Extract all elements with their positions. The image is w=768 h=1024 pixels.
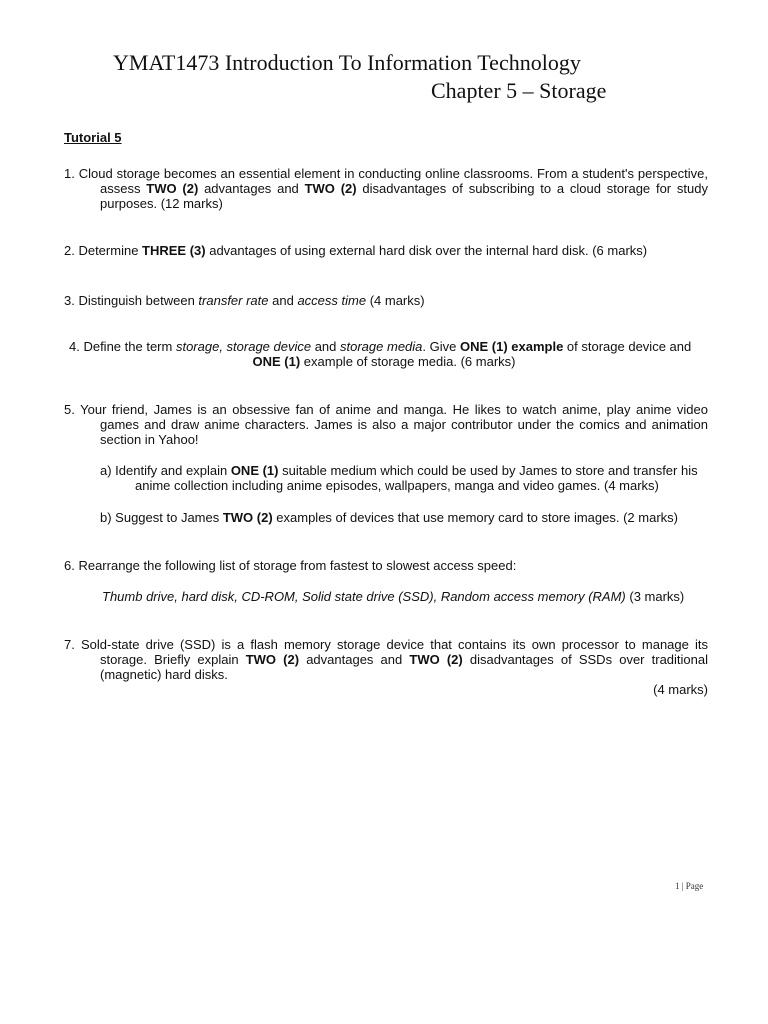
chapter-title: Chapter 5 – Storage [431,78,607,103]
q7-bold-2: TWO (2) [409,652,463,667]
q5a-text-1: a) Identify and explain [100,463,231,478]
q4-text-e: . Give [422,339,460,354]
q5a-bold: ONE (1) [230,463,279,478]
q1-text-e: disadvantages of subscribing to a cloud storage for study purposes. (12 marks) [100,181,708,211]
question-5b [100,510,678,525]
q4-bold-1: ONE (1) example [459,339,564,354]
q5b-text-1: b) Suggest to James [100,510,223,525]
question-3 [64,293,425,308]
question-5 [64,402,708,447]
q5b-bold: TWO (2) [222,510,273,525]
q4-bold-2: ONE (1) [252,354,301,369]
q7-text-e: disadvantages of SSDs over traditional (magnetic) hard disks. [100,652,709,682]
q4-italic-1: storage, storage device [175,339,312,354]
question-5a [100,463,700,493]
q7-text-a: 7. Sold-state drive (SSD) is a flash memory storage device that contains its own processor to manage its storage. Briefly explain [64,637,708,667]
q2-text-c: advantages of using external hard disk over the internal hard disk. (6 marks) [205,243,648,258]
q4-text-g: of storage device and [563,339,692,354]
q3-italic-2: access time [297,293,367,308]
question-6-list [102,589,684,604]
q5b-text-3: examples of devices that use memory card to store images. (2 marks) [272,510,678,525]
q3-text-a: 3. Distinguish between [64,293,199,308]
document-title: YMAT1473 Introduction To Information Technology [113,50,581,75]
question-4-line1 [69,339,691,354]
q5a-text-3: suitable medium which could be used by James to store and transfer his anime collection including anime episodes, wallpapers, manga and video games. (4 marks) [135,463,698,493]
q3-italic-1: transfer rate [198,293,269,308]
q6-marks: (3 marks) [625,589,685,604]
q1-text-a: 1. Cloud storage becomes an essential element in conducting online classrooms. From a student's perspective, assess [64,166,708,196]
tutorial-heading: Tutorial 5 [64,130,122,145]
q3-text-c: and [268,293,298,308]
q1-bold-1: TWO (2) [146,181,199,196]
q4-italic-2: storage media [340,339,423,354]
q7-text-c: advantages and [299,652,410,667]
question-4-line2 [0,354,768,369]
q1-bold-2: TWO (2) [304,181,357,196]
q4-text-i: example of storage media. (6 marks) [300,354,516,369]
q7-bold-1: TWO (2) [245,652,300,667]
q3-text-e: (4 marks) [366,293,425,308]
q1-text-c: advantages and [198,181,305,196]
question-2 [64,243,647,258]
q4-text-a: 4. Define the term [69,339,176,354]
q4-text-c: and [311,339,341,354]
q5-text: 5. Your friend, James is an obsessive fan of anime and manga. He likes to watch anime, play anime video games and draw anime characters. James is also a major contributor under the comics and animation section in Yahoo! [64,402,708,447]
q7-marks: (4 marks) [653,682,708,697]
page-number: 1 | Page [675,881,704,891]
q6-storage-list: Thumb drive, hard disk, CD-ROM, Solid state drive (SSD), Random access memory (RAM) [102,589,626,604]
question-1 [64,166,708,211]
question-7 [64,637,708,682]
q2-text-a: 2. Determine [64,243,143,258]
q2-bold: THREE (3) [142,243,206,258]
q6-text: 6. Rearrange the following list of storage from fastest to slowest access speed: [64,558,517,573]
question-6 [64,558,516,573]
